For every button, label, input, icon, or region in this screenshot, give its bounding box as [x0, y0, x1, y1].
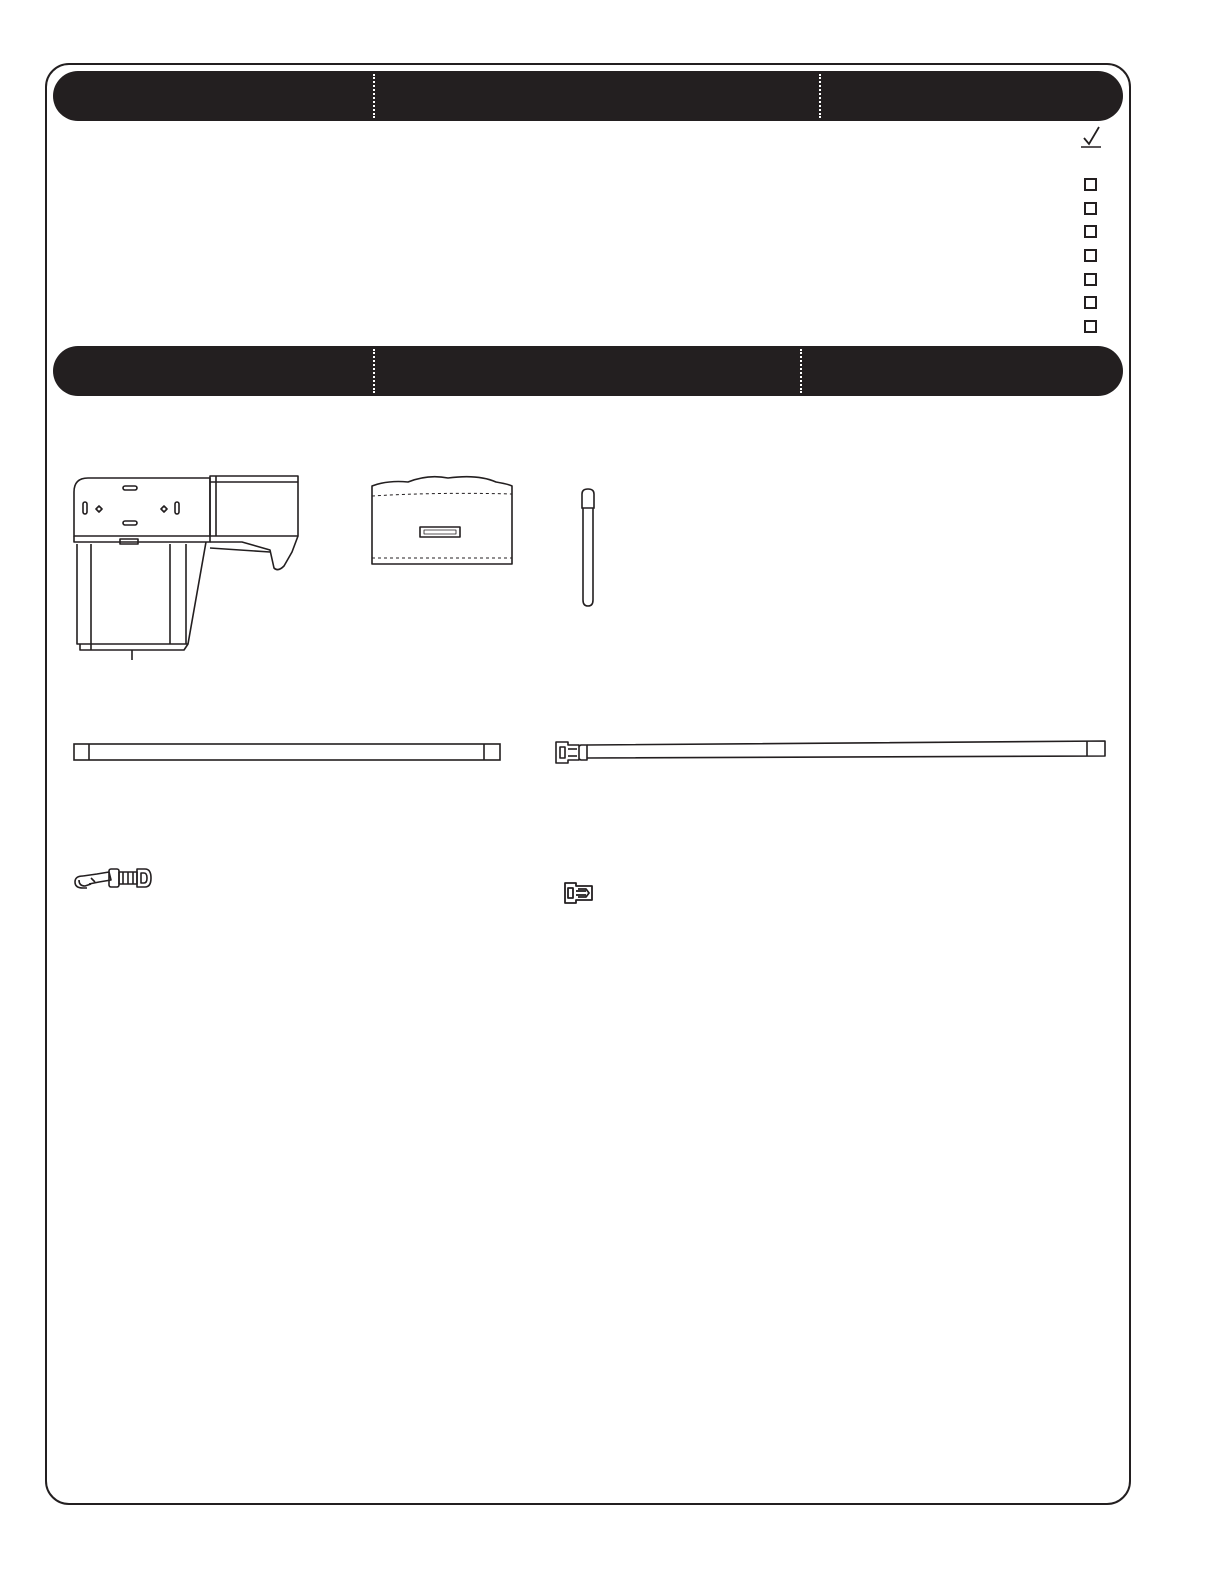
page-frame	[45, 63, 1131, 1505]
checkbox-3[interactable]	[1084, 225, 1097, 238]
header-bar-bottom	[53, 346, 1123, 396]
short-rod-part-icon	[578, 486, 598, 610]
bracket-bin-part-icon	[70, 472, 302, 664]
hook-clip-part-icon	[71, 864, 155, 892]
header-bottom-col1	[53, 346, 373, 396]
header-top-col1	[53, 71, 373, 121]
part-hook-clip	[71, 864, 155, 892]
checkbox-6[interactable]	[1084, 296, 1097, 309]
header-bottom-col3	[802, 346, 1123, 396]
part-long-rod	[72, 740, 502, 764]
part-short-rod	[578, 486, 598, 610]
fabric-panel-part-icon	[368, 472, 516, 568]
part-fabric-panel	[368, 472, 516, 568]
long-rod-part-icon	[72, 740, 502, 764]
header-bar-top	[53, 71, 1123, 121]
checkbox-4[interactable]	[1084, 249, 1097, 262]
part-strap-with-buckle	[553, 736, 1109, 768]
header-top-col3	[821, 71, 1123, 121]
checkbox-1[interactable]	[1084, 178, 1097, 191]
checkbox-5[interactable]	[1084, 273, 1097, 286]
checkbox-7[interactable]	[1084, 320, 1097, 333]
check-mark-icon	[1080, 125, 1102, 149]
header-bottom-col2	[375, 346, 800, 396]
buckle-part-icon	[562, 880, 596, 906]
part-buckle	[562, 880, 596, 906]
part-bracket-bin	[70, 472, 302, 664]
checkbox-2[interactable]	[1084, 202, 1097, 215]
strap-with-buckle-part-icon	[553, 736, 1109, 768]
header-top-col2	[375, 71, 819, 121]
